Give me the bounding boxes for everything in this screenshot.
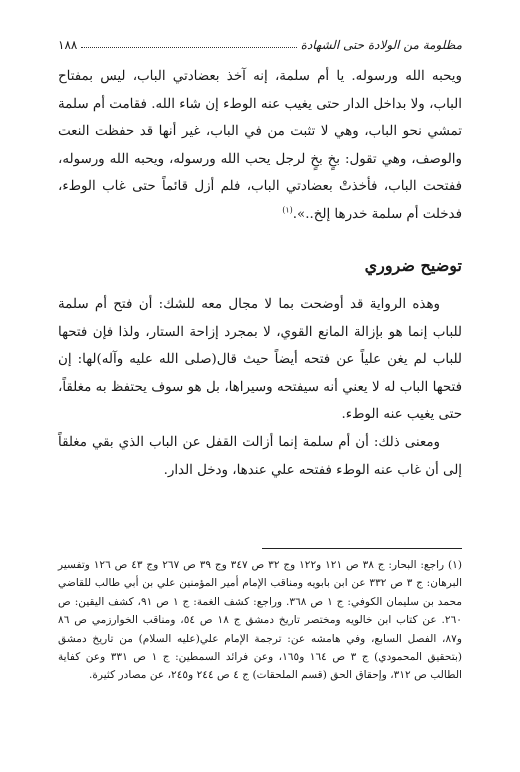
explanation-paragraph-2: ومعنى ذلك: أن أم سلمة إنما أزالت القفل عن الباب الذي بقي مغلقاً إلى أن غاب عنه الوطء ففتحه علي عندها، ودخل الدار.	[58, 434, 462, 478]
footnote-reference: (١)	[282, 205, 293, 215]
quote-paragraph	[58, 63, 462, 229]
footnote-text: (١) راجع: البحار: ج ٣٨ ص ١٢١ و١٢٢ وج ٣٢ ص ٣٤٧ وج ٣٩ ص ٢٦٧ وج ٤٣ ص ١٢٦ وتفسير البرهان: ج ٣ ص ٣٣٢ عن ابن بابويه ومناقب الإمام أمير المؤمنين علي بن أبي طالب للقاضي محمد بن سليمان الكوفي: ج ١ ص ٣٦٨. وراجع: كشف الغمة: ج ١ ص ٩١، كشف اليقين: ص ٢٦٠. عن كتاب ابن خالويه ومختصر تاريخ دمشق ج ١٨ ص ٥٤، ومناقب الخوارزمي ص ٨٦ و٨٧، الفصل السابع، وفي هامشه عن: ترجمة الإمام علي(عليه السلام) من تاريخ دمشق (بتحقيق المحمودي) ج ٣ ص ١٦٤ و١٦٥، وعن فرائد السمطين: ج ١ ص ٣٣١ وعن كفاية الطالب ص ٣١٢، وإحقاق الحق (قسم الملحقات) ج ٤ ص ٢٤٤ و٢٤٥، عن مصادر كثيرة.	[58, 559, 463, 682]
explanation-section	[58, 291, 462, 484]
quote-text: ويحبه الله ورسوله. يا أم سلمة، إنه آخذ بعضادتي الباب، ليس بمفتاح الباب، ولا بداخل الدار حتى يغيب عنه الوطء إن شاء الله. فقامت أم سلمة تمشي نحو الباب، وهي لا تثبت من في الباب، غير أنها قد حفظت النعت والوصف، وهي تقول: بخٍ بخٍ لرجل يحب الله ورسوله، ويحبه الله ورسوله، ففتحت الباب، فأخذتْ بعضادتي الباب، فلم أزل قائماً حتى غاب الوطء، فدخلت أم سلمة خدرها إلخ..».	[58, 69, 462, 222]
running-header	[58, 30, 462, 52]
footnote-separator	[262, 548, 462, 549]
section-heading: توضيح ضروري	[364, 256, 462, 275]
quoted-narration	[58, 63, 462, 229]
header-dotted-leader	[81, 47, 296, 48]
running-title: مظلومة من الولادة حتى الشهادة	[300, 38, 462, 52]
page-number: ١٨٨	[58, 38, 78, 52]
explanation-paragraph-1: وهذه الرواية قد أوضحت بما لا مجال معه للشك: أن فتح أم سلمة للباب إنما هو بإزالة المانع القوي، لا بمجرد إزاحة الستار، ولذا فإن فتحها للباب لم يغن علياً عن فتحه أيضاً حيث قال(صلى الله عليه وآله)لها: إن فتحها الباب له لا يعني أنه سيفتحه وسيراها، بل هو سوف يحتفظ به مغلقاً، حتى يغيب عنه الوطء.	[58, 297, 462, 423]
footnote	[58, 556, 462, 685]
